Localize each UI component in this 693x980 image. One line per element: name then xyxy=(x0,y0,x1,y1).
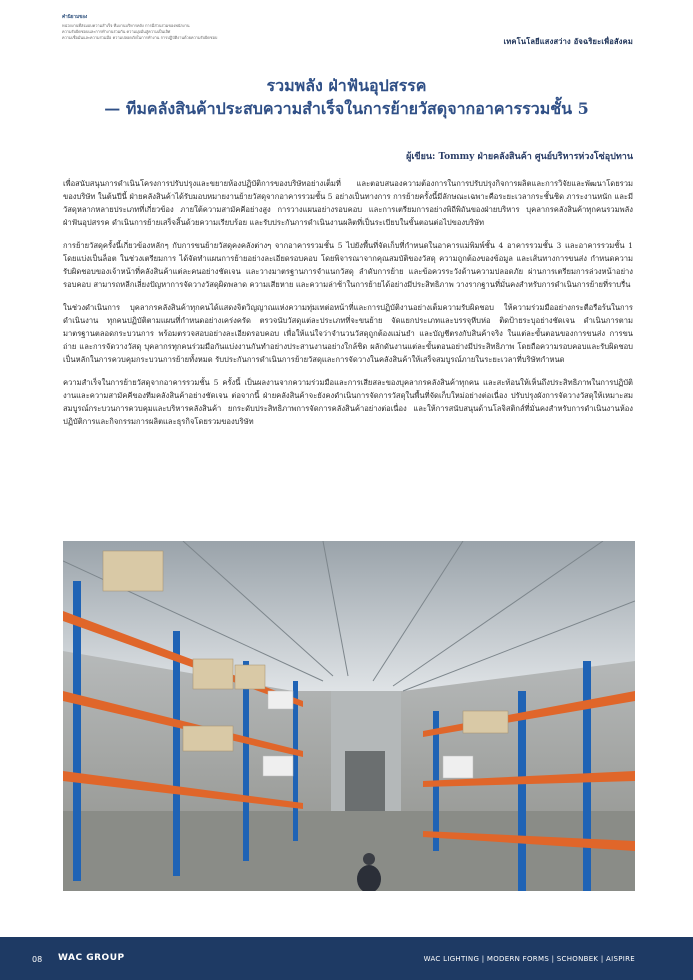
paragraph: การย้ายวัสดุครั้งนี้เกี่ยวข้องหลักๆ กับการขนย้ายวัสดุคงคลังต่างๆ จากอาคารรวมชั้น 5 ไปยังพื้นที่จัดเก็บที่กำหนดในอาคารแม่พิมพ์ชั้น 4 อาคารรวมชั้น 3 และอาคารรวมชั้น 1 โดยแบ่งเป็นล็อต ในช่วงเตรียมการ ได้จัดทำแผนการย้ายอย่างละเอียดรอบคอบ โดยพิจารณาจากคุณสมบัติของวัสดุ ความถูกต้องของข้อมูล และเส้นทางการขนส่ง กำหนดความรับผิดชอบของเจ้าหน้าที่คลังสินค้าแต่ละคนอย่างชัดเจน และวางมาตรฐานการจำแนกวัสดุ ลำดับการย้าย และข้อควรระวังด้านความปลอดภัย ผ่านการเตรียมการล่วงหน้าอย่างรอบคอบ สามารถหลีกเลี่ยงปัญหาการจัดวางวัสดุผิดพลาด ความเสียหาย และความล่าช้าในการย้ายได้อย่างมีประสิทธิภาพ วางรากฐานที่มั่นคงสำหรับการดำเนินการย้ายที่ราบรื่น xyxy=(63,241,633,289)
warehouse-photo xyxy=(63,541,635,891)
article-title-line1: รวมพลัง ฝ่าฟันอุปสรรค xyxy=(266,76,427,95)
warehouse-illustration xyxy=(63,541,635,891)
article-author: ผู้เขียน: Tommy ฝ่ายคลังสินค้า ศูนย์บริหารห่วงโซ่อุปทาน xyxy=(406,152,633,162)
header-tagline-block xyxy=(62,14,282,41)
footer-brand-list: WAC LIGHTING | MODERN FORMS | SCHONBEK | AISPIRE xyxy=(423,955,635,963)
article-title-line2: — ทีมคลังสินค้าประสบความสำเร็จในการย้ายวัสดุจากอาคารรวมชั้น 5 xyxy=(104,99,589,118)
header-right-title: เทคโนโลยีแสงสว่าง อัจฉริยะเพื่อสังคม xyxy=(503,37,633,46)
paragraph: ความสำเร็จในการย้ายวัสดุจากอาคารรวมชั้น 5 ครั้งนี้ เป็นผลงานจากความร่วมมือและการเสียสละของบุคลากรคลังสินค้าทุกคน และสะท้อนให้เห็นถึงประสิทธิภาพในการปฏิบัติงานและความสามัคคีของทีมคลังสินค้าอย่างชัดเจน ต่อจากนี้ ฝ่ายคลังสินค้าจะยังคงดำเนินการจัดการวัสดุในพื้นที่จัดเก็บใหม่อย่างต่อเนื่อง ปรับปรุงผังการจัดวางวัสดุให้เหมาะสม สมบูรณ์กระบวนการควบคุมและบริหารคลังสินค้า ยกระดับประสิทธิภาพการจัดการคลังสินค้าอย่างต่อเนื่อง และให้การสนับสนุนด้านโลจิสติกส์ที่มั่นคงสำหรับการดำเนินงานห้องปฏิบัติการและกิจกรรมการผลิตและธุรกิจโดยรวมของบริษัท xyxy=(63,378,633,426)
paragraph: เพื่อสนับสนุนการดำเนินโครงการปรับปรุงและขยายห้องปฏิบัติการของบริษัทอย่างเต็มที่ และตอบสนองความต้องการในการปรับปรุงกิจการผลิตและการวิจัยและพัฒนาโดยรวมของบริษัท ในต้นปีนี้ ฝ่ายคลังสินค้าได้รับมอบหมายงานย้ายวัสดุจากอาคารรวมชั้น 5 อย่างเป็นทางการ การย้ายครั้งนี้มีลักษณะเฉพาะคือระยะเวลากระชั้นชิด ภาระงานหนัก และมีวัสดุหลากหลายประเภทที่เกี่ยวข้อง ภายใต้ความสามัคคีอย่างสูง การวางแผนอย่างรอบคอบ และการเตรียมการอย่างพิถีพิถันของฝ่ายบริหาร บุคลากรคลังสินค้าทุกคนรวมพลังฝ่าฟันอุปสรรค ดำเนินการย้ายเสร็จสิ้นด้วยความเรียบร้อย และรับประกันการดำเนินงานผลิตที่เป็นระเบียบในขั้นตอนต่อไปของบริษัท xyxy=(63,179,633,227)
footer-brand-logo: WAC GROUP xyxy=(58,953,125,963)
header-section-title: คำนิยามของ xyxy=(62,15,88,20)
header-line: ความรับผิดชอบและการทำงานร่วมกัน ความมุ่งมั่นสู่ความเป็นเลิศ xyxy=(62,29,171,34)
page-number: 08 xyxy=(32,955,43,964)
header-line: หน่วยงานที่ส่งมอบความสำเร็จ ทีมงานบริหารคลัง การมีส่วนร่วมของพนักงาน xyxy=(62,23,190,28)
article-title xyxy=(60,74,633,120)
paragraph: ในช่วงดำเนินการ บุคลากรคลังสินค้าทุกคนได้แสดงจิตวิญญาณแห่งความทุ่มเทต่อหน้าที่และการปฏิบัติงานอย่างเต็มความรับผิดชอบ ให้ความร่วมมืออย่างกระตือรือร้นในการดำเนินงาน ทุกคนปฏิบัติตามแผนที่กำหนดอย่างเคร่งครัด ตรวจนับวัสดุแต่ละประเภทที่จะขนย้าย จัดแยกประเภทและบรรจุหีบห่อ ติดป้ายระบุอย่างชัดเจน ดำเนินการตามมาตรฐานตลอดกระบวนการ พร้อมตรวจสอบอย่างละเอียดรอบคอบ เพื่อให้แน่ใจว่าจำนวนวัสดุถูกต้องแม่นยำ และบัญชีตรงกับสินค้าจริง ในแต่ละขั้นตอนของการขนส่ง การขนถ่าย และการจัดวางวัสดุ บุคลากรทุกคนร่วมมือกันแบ่งงานกันทำอย่างประสานงานอย่างใกล้ชิด ผลักดันงานแต่ละขั้นตอนอย่างมีประสิทธิภาพ โดยถือความรอบคอบและรับผิดชอบเป็นหลักในการควบคุมกระบวนการย้ายทั้งหมด รับประกันการดำเนินการย้ายวัสดุและการจัดวางในคลังสินค้าให้เสร็จสมบูรณ์ภายในระยะเวลาที่บริษัทกำหนด xyxy=(63,303,633,364)
page-footer xyxy=(0,937,693,980)
article-body xyxy=(63,177,633,438)
header-line: ความเชื่อมั่นและความร่วมมือ ความปลอดภัยในการทำงาน การปฏิบัติงานด้วยความรับผิดชอบ xyxy=(62,35,218,40)
